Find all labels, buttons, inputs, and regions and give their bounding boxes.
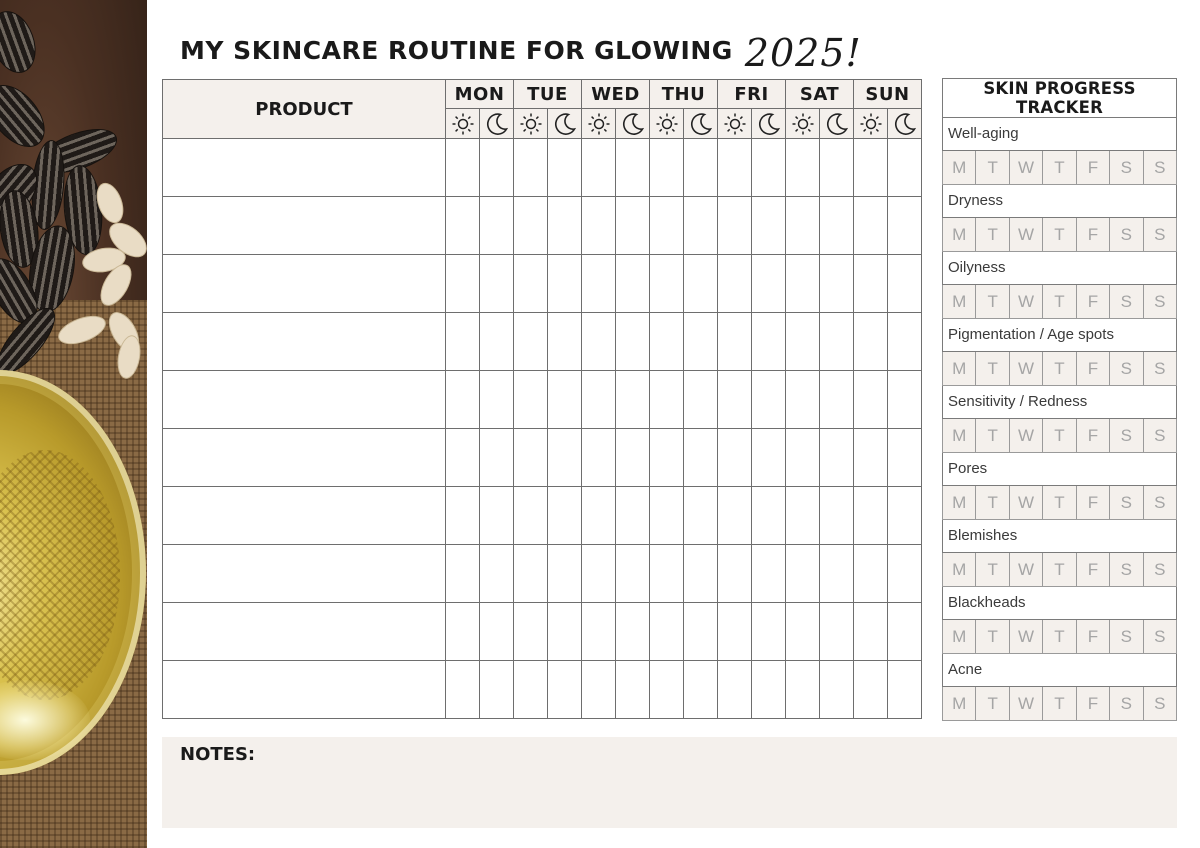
am-check-cell[interactable]	[582, 487, 616, 545]
day-header-wed: WED	[582, 80, 650, 109]
tracker-day-cell[interactable]: S	[1143, 553, 1176, 587]
tracker-day-cell[interactable]: W	[1009, 285, 1042, 319]
product-cell[interactable]	[163, 139, 446, 197]
product-cell[interactable]	[163, 371, 446, 429]
sun-icon	[582, 109, 616, 139]
am-check-cell[interactable]	[854, 661, 888, 719]
pm-check-cell[interactable]	[548, 313, 582, 371]
notes-label: NOTES:	[180, 744, 256, 765]
am-check-cell[interactable]	[650, 545, 684, 603]
am-check-cell[interactable]	[718, 487, 752, 545]
seed-shape	[0, 5, 44, 80]
pm-check-cell[interactable]	[616, 255, 650, 313]
am-check-cell[interactable]	[854, 545, 888, 603]
tracker-day-cell[interactable]: T	[976, 352, 1009, 386]
tracker-day-cell[interactable]: T	[1043, 486, 1076, 520]
pm-check-cell[interactable]	[888, 603, 922, 661]
am-check-cell[interactable]	[446, 429, 480, 487]
am-check-cell[interactable]	[786, 603, 820, 661]
pm-check-cell[interactable]	[616, 313, 650, 371]
pm-check-cell[interactable]	[752, 487, 786, 545]
am-check-cell[interactable]	[582, 139, 616, 197]
pm-check-cell[interactable]	[752, 313, 786, 371]
tracker-day-cell[interactable]: T	[976, 620, 1009, 654]
tracker-title: SKIN PROGRESS TRACKER	[943, 79, 1177, 118]
am-check-cell[interactable]	[582, 429, 616, 487]
tracker-day-cell[interactable]: S	[1110, 620, 1143, 654]
am-check-cell[interactable]	[718, 255, 752, 313]
tracker-day-cell[interactable]: M	[943, 419, 976, 453]
product-cell[interactable]	[163, 197, 446, 255]
routine-body	[163, 139, 922, 719]
pm-check-cell[interactable]	[752, 545, 786, 603]
sun-icon	[786, 109, 820, 139]
page-title	[180, 22, 862, 75]
day-header-fri: FRI	[718, 80, 786, 109]
title-text: MY SKINCARE ROUTINE FOR GLOWING	[180, 36, 733, 65]
pm-check-cell[interactable]	[684, 313, 718, 371]
pm-check-cell[interactable]	[820, 603, 854, 661]
am-check-cell[interactable]	[514, 197, 548, 255]
pm-check-cell[interactable]	[684, 545, 718, 603]
am-check-cell[interactable]	[786, 661, 820, 719]
pm-check-cell[interactable]	[548, 197, 582, 255]
table-row	[163, 313, 922, 371]
am-check-cell[interactable]	[650, 255, 684, 313]
pm-check-cell[interactable]	[684, 603, 718, 661]
tracker-day-cell[interactable]: S	[1110, 151, 1143, 185]
am-check-cell[interactable]	[582, 661, 616, 719]
am-check-cell[interactable]	[582, 545, 616, 603]
day-header-sun: SUN	[854, 80, 922, 109]
am-check-cell[interactable]	[514, 487, 548, 545]
am-check-cell[interactable]	[446, 371, 480, 429]
am-check-cell[interactable]	[786, 487, 820, 545]
product-cell[interactable]	[163, 545, 446, 603]
pm-check-cell[interactable]	[548, 487, 582, 545]
pm-check-cell[interactable]	[548, 139, 582, 197]
tracker-day-cell[interactable]: F	[1076, 687, 1109, 721]
moon-icon	[616, 109, 650, 139]
am-check-cell[interactable]	[514, 603, 548, 661]
am-check-cell[interactable]	[650, 487, 684, 545]
tracker-day-row	[943, 419, 1177, 453]
am-check-cell[interactable]	[718, 661, 752, 719]
tracker-day-cell[interactable]: M	[943, 352, 976, 386]
tracker-day-cell[interactable]: F	[1076, 620, 1109, 654]
am-check-cell[interactable]	[650, 429, 684, 487]
sunflower-oil-photo	[0, 0, 147, 848]
am-check-cell[interactable]	[718, 371, 752, 429]
am-check-cell[interactable]	[854, 255, 888, 313]
tracker-day-cell[interactable]: T	[976, 151, 1009, 185]
tracker-day-cell[interactable]: W	[1009, 151, 1042, 185]
pm-check-cell[interactable]	[684, 197, 718, 255]
tracker-day-cell[interactable]: M	[943, 486, 976, 520]
am-check-cell[interactable]	[650, 603, 684, 661]
tracker-day-cell[interactable]: S	[1110, 352, 1143, 386]
pm-check-cell[interactable]	[616, 139, 650, 197]
tracker-day-cell[interactable]: T	[976, 486, 1009, 520]
am-check-cell[interactable]	[514, 545, 548, 603]
tracker-day-cell[interactable]: M	[943, 687, 976, 721]
pm-check-cell[interactable]	[888, 139, 922, 197]
tracker-day-row	[943, 687, 1177, 721]
pm-check-cell[interactable]	[820, 255, 854, 313]
tracker-day-cell[interactable]: F	[1076, 419, 1109, 453]
sun-icon	[514, 109, 548, 139]
tracker-day-cell[interactable]: T	[1043, 218, 1076, 252]
am-check-cell[interactable]	[582, 255, 616, 313]
tracker-day-cell[interactable]: T	[1043, 419, 1076, 453]
day-header-mon: MON	[446, 80, 514, 109]
sun-icon	[854, 109, 888, 139]
tracker-day-cell[interactable]: F	[1076, 285, 1109, 319]
sun-icon	[446, 109, 480, 139]
pm-check-cell[interactable]	[820, 371, 854, 429]
am-check-cell[interactable]	[650, 313, 684, 371]
tracker-day-cell[interactable]: M	[943, 620, 976, 654]
product-cell[interactable]	[163, 487, 446, 545]
tracker-day-cell[interactable]: S	[1110, 553, 1143, 587]
pm-check-cell[interactable]	[616, 603, 650, 661]
am-check-cell[interactable]	[582, 603, 616, 661]
table-row	[163, 545, 922, 603]
tracker-day-row	[943, 620, 1177, 654]
table-row	[163, 487, 922, 545]
pm-check-cell[interactable]	[888, 429, 922, 487]
am-check-cell[interactable]	[718, 429, 752, 487]
am-check-cell[interactable]	[446, 139, 480, 197]
tracker-day-cell[interactable]: T	[1043, 687, 1076, 721]
pm-check-cell[interactable]	[480, 603, 514, 661]
pm-check-cell[interactable]	[684, 255, 718, 313]
tracker-day-cell[interactable]: M	[943, 151, 976, 185]
sun-icon	[650, 109, 684, 139]
tracker-day-cell[interactable]: F	[1076, 486, 1109, 520]
tracker-day-cell[interactable]: S	[1143, 352, 1176, 386]
tracker-day-cell[interactable]: T	[1043, 352, 1076, 386]
am-check-cell[interactable]	[582, 371, 616, 429]
am-check-cell[interactable]	[446, 487, 480, 545]
day-header-sat: SAT	[786, 80, 854, 109]
pm-check-cell[interactable]	[684, 487, 718, 545]
am-check-cell[interactable]	[446, 545, 480, 603]
tracker-day-cell[interactable]: W	[1009, 218, 1042, 252]
tracker-day-cell[interactable]: S	[1110, 285, 1143, 319]
am-check-cell[interactable]	[854, 487, 888, 545]
am-check-cell[interactable]	[650, 371, 684, 429]
tracker-day-row	[943, 285, 1177, 319]
tracker-day-cell[interactable]: S	[1143, 218, 1176, 252]
pm-check-cell[interactable]	[684, 139, 718, 197]
tracker-item-label: Blackheads	[943, 587, 1177, 620]
pm-check-cell[interactable]	[548, 545, 582, 603]
pm-check-cell[interactable]	[480, 371, 514, 429]
tracker-day-cell[interactable]: S	[1143, 285, 1176, 319]
am-check-cell[interactable]	[650, 197, 684, 255]
pm-check-cell[interactable]	[752, 371, 786, 429]
pm-check-cell[interactable]	[888, 371, 922, 429]
am-check-cell[interactable]	[582, 313, 616, 371]
table-row	[163, 197, 922, 255]
tracker-item-label: Pigmentation / Age spots	[943, 319, 1177, 352]
tracker-day-cell[interactable]: T	[976, 687, 1009, 721]
tracker-item-label: Blemishes	[943, 520, 1177, 553]
routine-table	[162, 79, 922, 719]
tracker-day-cell[interactable]: S	[1143, 687, 1176, 721]
pm-check-cell[interactable]	[480, 545, 514, 603]
am-check-cell[interactable]	[514, 139, 548, 197]
am-check-cell[interactable]	[650, 139, 684, 197]
am-check-cell[interactable]	[718, 545, 752, 603]
tracker-day-cell[interactable]: S	[1110, 218, 1143, 252]
moon-icon	[820, 109, 854, 139]
day-header-thu: THU	[650, 80, 718, 109]
tracker-day-cell[interactable]: T	[1043, 151, 1076, 185]
tracker-day-cell[interactable]: W	[1009, 620, 1042, 654]
am-check-cell[interactable]	[854, 139, 888, 197]
tracker-day-cell[interactable]: W	[1009, 687, 1042, 721]
product-cell[interactable]	[163, 661, 446, 719]
tracker-day-cell[interactable]: S	[1143, 620, 1176, 654]
am-check-cell[interactable]	[854, 197, 888, 255]
tracker-day-cell[interactable]: S	[1110, 687, 1143, 721]
tracker-day-row	[943, 218, 1177, 252]
moon-icon	[684, 109, 718, 139]
moon-icon	[480, 109, 514, 139]
am-check-cell[interactable]	[446, 197, 480, 255]
pm-check-cell[interactable]	[616, 429, 650, 487]
pm-check-cell[interactable]	[888, 255, 922, 313]
pm-check-cell[interactable]	[548, 603, 582, 661]
am-check-cell[interactable]	[446, 661, 480, 719]
am-check-cell[interactable]	[854, 313, 888, 371]
am-check-cell[interactable]	[786, 429, 820, 487]
moon-icon	[888, 109, 922, 139]
pm-check-cell[interactable]	[480, 487, 514, 545]
pm-check-cell[interactable]	[752, 197, 786, 255]
tracker-item-label: Oilyness	[943, 252, 1177, 285]
am-check-cell[interactable]	[650, 661, 684, 719]
tracker-day-cell[interactable]: W	[1009, 352, 1042, 386]
am-check-cell[interactable]	[786, 545, 820, 603]
am-check-cell[interactable]	[718, 139, 752, 197]
tracker-day-cell[interactable]: T	[976, 218, 1009, 252]
am-check-cell[interactable]	[718, 603, 752, 661]
notes-area[interactable]	[162, 737, 1177, 828]
pm-check-cell[interactable]	[480, 313, 514, 371]
table-row	[163, 371, 922, 429]
am-check-cell[interactable]	[786, 313, 820, 371]
tracker-day-cell[interactable]: M	[943, 553, 976, 587]
tracker-day-cell[interactable]: W	[1009, 553, 1042, 587]
tracker-day-cell[interactable]: T	[976, 553, 1009, 587]
product-cell[interactable]	[163, 313, 446, 371]
pm-check-cell[interactable]	[820, 313, 854, 371]
am-check-cell[interactable]	[582, 197, 616, 255]
moon-icon	[548, 109, 582, 139]
am-check-cell[interactable]	[446, 603, 480, 661]
table-row	[163, 139, 922, 197]
table-row	[163, 255, 922, 313]
pm-check-cell[interactable]	[616, 545, 650, 603]
tracker-day-cell[interactable]: F	[1076, 553, 1109, 587]
table-row	[163, 661, 922, 719]
tracker-day-row	[943, 553, 1177, 587]
am-check-cell[interactable]	[514, 313, 548, 371]
am-check-cell[interactable]	[514, 661, 548, 719]
tracker-item-label: Acne	[943, 654, 1177, 687]
tracker-item-label: Sensitivity / Redness	[943, 386, 1177, 419]
table-row	[163, 603, 922, 661]
tracker-day-cell[interactable]: S	[1143, 486, 1176, 520]
am-check-cell[interactable]	[786, 255, 820, 313]
tracker-item-label: Dryness	[943, 185, 1177, 218]
day-header-tue: TUE	[514, 80, 582, 109]
pm-check-cell[interactable]	[888, 197, 922, 255]
product-cell[interactable]	[163, 429, 446, 487]
pm-check-cell[interactable]	[820, 661, 854, 719]
pm-check-cell[interactable]	[888, 661, 922, 719]
pm-check-cell[interactable]	[548, 371, 582, 429]
am-check-cell[interactable]	[854, 371, 888, 429]
am-check-cell[interactable]	[718, 197, 752, 255]
pm-check-cell[interactable]	[752, 139, 786, 197]
am-check-cell[interactable]	[446, 255, 480, 313]
pm-check-cell[interactable]	[888, 545, 922, 603]
pm-check-cell[interactable]	[684, 661, 718, 719]
pm-check-cell[interactable]	[480, 255, 514, 313]
tracker-day-cell[interactable]: T	[1043, 285, 1076, 319]
am-check-cell[interactable]	[446, 313, 480, 371]
tracker-day-cell[interactable]: T	[976, 285, 1009, 319]
pm-check-cell[interactable]	[684, 371, 718, 429]
tracker-day-cell[interactable]: S	[1110, 486, 1143, 520]
tracker-day-cell[interactable]: F	[1076, 352, 1109, 386]
pm-check-cell[interactable]	[820, 487, 854, 545]
am-check-cell[interactable]	[718, 313, 752, 371]
pm-check-cell[interactable]	[480, 429, 514, 487]
tracker-day-cell[interactable]: F	[1076, 218, 1109, 252]
tracker-item-label: Pores	[943, 453, 1177, 486]
am-check-cell[interactable]	[854, 429, 888, 487]
pm-check-cell[interactable]	[616, 487, 650, 545]
tracker-day-row	[943, 486, 1177, 520]
pm-check-cell[interactable]	[616, 661, 650, 719]
pm-check-cell[interactable]	[752, 255, 786, 313]
tracker-day-cell[interactable]: T	[1043, 553, 1076, 587]
pm-check-cell[interactable]	[480, 661, 514, 719]
tracker-day-cell[interactable]: S	[1143, 419, 1176, 453]
tracker-day-cell[interactable]: T	[976, 419, 1009, 453]
tracker-item-label: Well-aging	[943, 118, 1177, 151]
pm-check-cell[interactable]	[616, 371, 650, 429]
table-row	[163, 429, 922, 487]
am-check-cell[interactable]	[514, 429, 548, 487]
product-cell[interactable]	[163, 603, 446, 661]
pm-check-cell[interactable]	[752, 661, 786, 719]
moon-icon	[752, 109, 786, 139]
pm-check-cell[interactable]	[684, 429, 718, 487]
sun-icon	[718, 109, 752, 139]
pm-check-cell[interactable]	[548, 429, 582, 487]
product-header: PRODUCT	[163, 80, 446, 139]
tracker-day-cell[interactable]: W	[1009, 419, 1042, 453]
tracker-day-cell[interactable]: M	[943, 285, 976, 319]
am-check-cell[interactable]	[514, 255, 548, 313]
pm-check-cell[interactable]	[480, 197, 514, 255]
pm-check-cell[interactable]	[548, 661, 582, 719]
pm-check-cell[interactable]	[752, 603, 786, 661]
product-cell[interactable]	[163, 255, 446, 313]
tracker-day-row	[943, 352, 1177, 386]
pm-check-cell[interactable]	[820, 545, 854, 603]
am-check-cell[interactable]	[786, 197, 820, 255]
pm-check-cell[interactable]	[480, 139, 514, 197]
title-year: 2025!	[744, 31, 862, 75]
pm-check-cell[interactable]	[888, 487, 922, 545]
pm-check-cell[interactable]	[820, 429, 854, 487]
pm-check-cell[interactable]	[752, 429, 786, 487]
tracker-day-cell[interactable]: W	[1009, 486, 1042, 520]
skin-progress-tracker	[942, 78, 1177, 721]
pm-check-cell[interactable]	[820, 197, 854, 255]
am-check-cell[interactable]	[854, 603, 888, 661]
pm-check-cell[interactable]	[820, 139, 854, 197]
tracker-day-cell[interactable]: F	[1076, 151, 1109, 185]
tracker-day-cell[interactable]: S	[1110, 419, 1143, 453]
pm-check-cell[interactable]	[616, 197, 650, 255]
tracker-day-cell[interactable]: S	[1143, 151, 1176, 185]
am-check-cell[interactable]	[514, 371, 548, 429]
pm-check-cell[interactable]	[548, 255, 582, 313]
tracker-day-cell[interactable]: T	[1043, 620, 1076, 654]
tracker-day-row	[943, 151, 1177, 185]
am-check-cell[interactable]	[786, 371, 820, 429]
pm-check-cell[interactable]	[888, 313, 922, 371]
am-check-cell[interactable]	[786, 139, 820, 197]
tracker-day-cell[interactable]: M	[943, 218, 976, 252]
